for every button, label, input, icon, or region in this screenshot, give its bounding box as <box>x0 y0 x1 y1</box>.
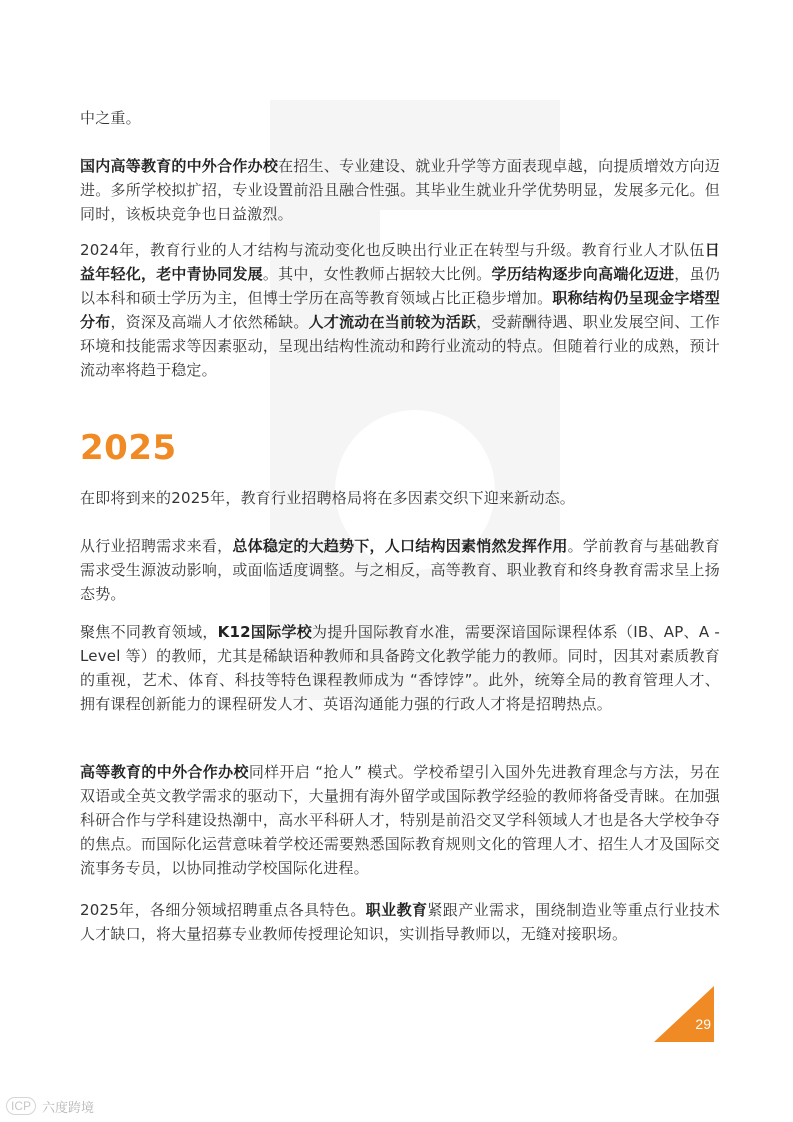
paragraph-continuation <box>80 106 720 130</box>
footer-logo <box>6 1094 94 1118</box>
paragraph-higher-education-jv <box>80 760 720 880</box>
text-run: 。学前教育与基础教育需求受生源波动影响，或面临适度调整。与之相反，高等教育、职业教育和终身教育需求呈上扬态势。 <box>80 537 720 603</box>
bold-phrase: 职称结构仍呈现金字塔型分布 <box>80 289 720 331</box>
paragraph-2025-intro <box>80 486 720 510</box>
text-run: 从行业招聘需求来看， <box>80 537 233 555</box>
text-run: 在招生、专业建设、就业升学等方面表现卓越，向提质增效方向迈进。多所学校拟扩招，专业设置前沿且融合性强。其毕业生就业升学优势明显，发展多元化。但同时，该板块竞争也日益激烈。 <box>80 157 720 223</box>
bold-phrase: 人才流动在当前较为活跃 <box>308 313 477 331</box>
text-run: ，受薪酬待遇、职业发展空间、工作环境和技能需求等因素驱动，呈现出结构性流动和跨行业流动的特点。但随着行业的成熟，预计流动率将趋于稳定。 <box>80 313 720 379</box>
text-run: 。其中，女性教师占据较大比例。 <box>262 265 492 283</box>
bold-phrase: 职业教育 <box>365 901 428 919</box>
page-number: 29 <box>695 1016 711 1032</box>
bold-phrase: 总体稳定的大趋势下，人口结构因素悄然发挥作用 <box>232 537 568 555</box>
text-run: 2025年，各细分领域招聘重点各具特色。 <box>80 901 366 919</box>
logo-mark-icon: ICP <box>6 1097 36 1115</box>
text-run: 在即将到来的2025年，教育行业招聘格局将在多因素交织下迎来新动态。 <box>80 489 575 507</box>
text-run: 同样开启 “抢人” 模式。学校希望引入国外先进教育理念与方法，另在双语或全英文教学需求的驱动下，大量拥有海外留学或国际教学经验的教师将备受青睐。在加强科研合作与学科建设热潮中，高水平科研人才，特别是前沿交叉学科领域人才也是各大学校争夺的焦点。而国际化运营意味着学校还需要熟悉国际教育规则文化的管理人才、招生人才及国际交流事务专员，以协同推动学校国际化进程。 <box>80 763 721 877</box>
text-run: ，虽仍以本科和硕士学历为主，但博士学历在高等教育领域占比正稳步增加。 <box>80 265 720 307</box>
text-run: 中之重。 <box>80 109 141 127</box>
bold-phrase: 国内高等教育的中外合作办校 <box>80 157 279 175</box>
bold-phrase: 高等教育的中外合作办校 <box>80 763 249 781</box>
bold-phrase: 日益年轻化，老中青协同发展 <box>80 241 720 283</box>
text-run: ，资深及高端人才依然稀缺。 <box>110 313 309 331</box>
logo-text: 六度跨境 <box>42 1100 95 1116</box>
text-run: 紧跟产业需求，围绕制造业等重点行业技术人才缺口，将大量招募专业教师传授理论知识，实训指导教师以，无缝对接职场。 <box>80 901 720 943</box>
paragraph-k12-international <box>80 620 720 716</box>
paragraph-vocational-education <box>80 898 720 946</box>
text-run: 为提升国际教育水准，需要深谙国际课程体系（IB、AP、A - Level 等）的教师，尤其是稀缺语种教师和具备跨文化教学能力的教师。同时，因其对素质教育的重视，艺术、体育、科技等特色课程教师成为 “香饽饽”。此外，统筹全局的教育管理人才、拥有课程创新能力的课程研发人才、英语沟通能力强的行政人才将是招聘热点。 <box>80 623 720 713</box>
text-run: 聚焦不同教育领域， <box>80 623 218 641</box>
page-corner-triangle <box>654 986 714 1042</box>
section-year-heading: 2025 <box>80 428 177 468</box>
bold-phrase: K12国际学校 <box>217 623 313 641</box>
bold-phrase: 学历结构逐步向高端化迈进 <box>491 265 675 283</box>
paragraph-recruitment-demand <box>80 534 720 606</box>
text-run: 2024年，教育行业的人才结构与流动变化也反映出行业正在转型与升级。教育行业人才队伍 <box>80 241 705 259</box>
paragraph-sino-foreign-universities <box>80 154 720 226</box>
paragraph-2024-talent-structure <box>80 238 720 382</box>
